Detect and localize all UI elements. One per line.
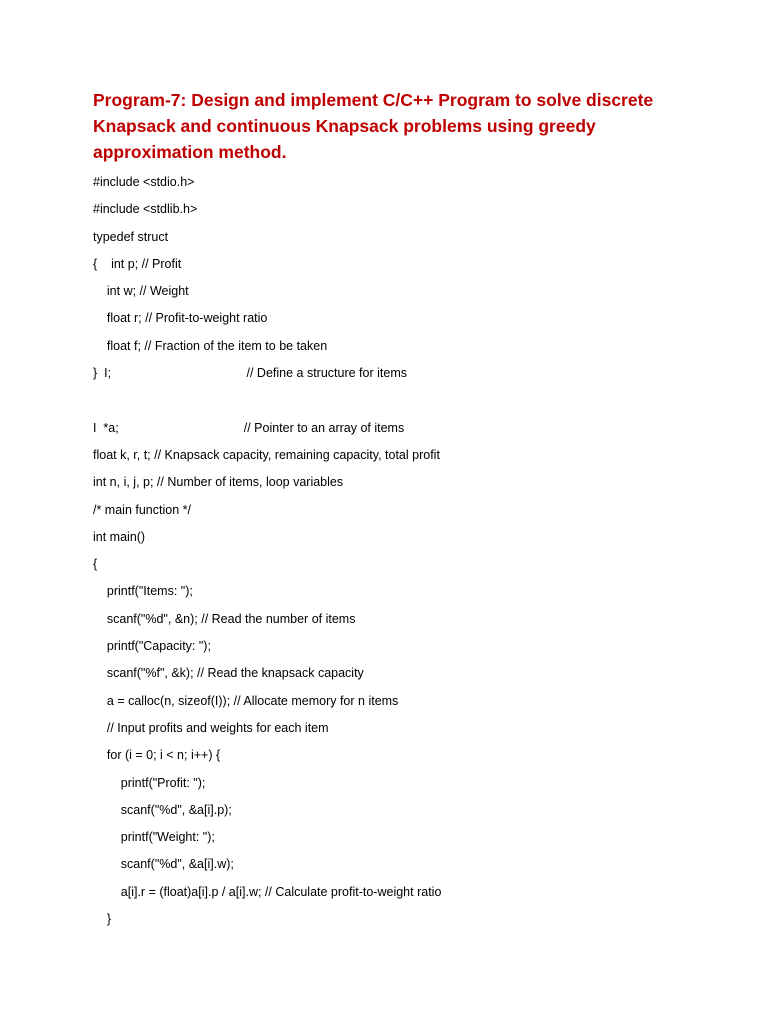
code-line-9 bbox=[93, 390, 733, 417]
code-line-4: { int p; // Profit bbox=[93, 256, 182, 271]
code-line-13: /* main function */ bbox=[93, 502, 191, 517]
title-line-3: approximation method. bbox=[93, 142, 287, 162]
code-line-19: scanf("%f", &k); // Read the knapsack capacity bbox=[93, 666, 364, 681]
code-line-10: I *a; // Pointer to an array of items bbox=[93, 420, 405, 435]
code-line-18: printf("Capacity: "); bbox=[93, 639, 211, 654]
code-line-7: float f; // Fraction of the item to be taken bbox=[93, 338, 328, 353]
code-line-14: int main() bbox=[93, 529, 146, 544]
code-line-5: int w; // Weight bbox=[93, 284, 189, 299]
code-line-21: // Input profits and weights for each item bbox=[93, 720, 329, 735]
code-line-28: } bbox=[93, 912, 112, 927]
code-line-22: for (i = 0; i < n; i++) { bbox=[93, 748, 221, 763]
code-line-6: float r; // Profit-to-weight ratio bbox=[93, 311, 268, 326]
code-line-15: { bbox=[93, 557, 98, 572]
code-line-20: a = calloc(n, sizeof(I)); // Allocate memory for n items bbox=[93, 693, 399, 708]
code-line-23: printf("Profit: "); bbox=[93, 775, 206, 790]
code-line-11: float k, r, t; // Knapsack capacity, remaining capacity, total profit bbox=[93, 447, 440, 462]
code-line-2: #include <stdlib.h> bbox=[93, 202, 198, 217]
code-line-26: scanf("%d", &a[i].w); bbox=[93, 857, 234, 872]
code-line-16: printf("Items: "); bbox=[93, 584, 193, 599]
code-line-3: typedef struct bbox=[93, 229, 169, 244]
code-line-17: scanf("%d", &n); // Read the number of items bbox=[93, 611, 356, 626]
code-listing bbox=[93, 172, 733, 936]
code-line-12: int n, i, j, p; // Number of items, loop variables bbox=[93, 475, 344, 490]
title-line-1: Program-7: Design and implement C/C++ Program to solve discrete bbox=[93, 90, 654, 110]
code-line-24: scanf("%d", &a[i].p); bbox=[93, 802, 232, 817]
code-line-27: a[i].r = (float)a[i].p / a[i].w; // Calculate profit-to-weight ratio bbox=[93, 884, 442, 899]
title-line-2: Knapsack and continuous Knapsack problems using greedy bbox=[93, 116, 596, 136]
program-title bbox=[93, 87, 733, 165]
code-line-25: printf("Weight: "); bbox=[93, 830, 215, 845]
code-line-1: #include <stdio.h> bbox=[93, 175, 195, 189]
code-line-8: } I; // Define a structure for items bbox=[93, 366, 407, 381]
